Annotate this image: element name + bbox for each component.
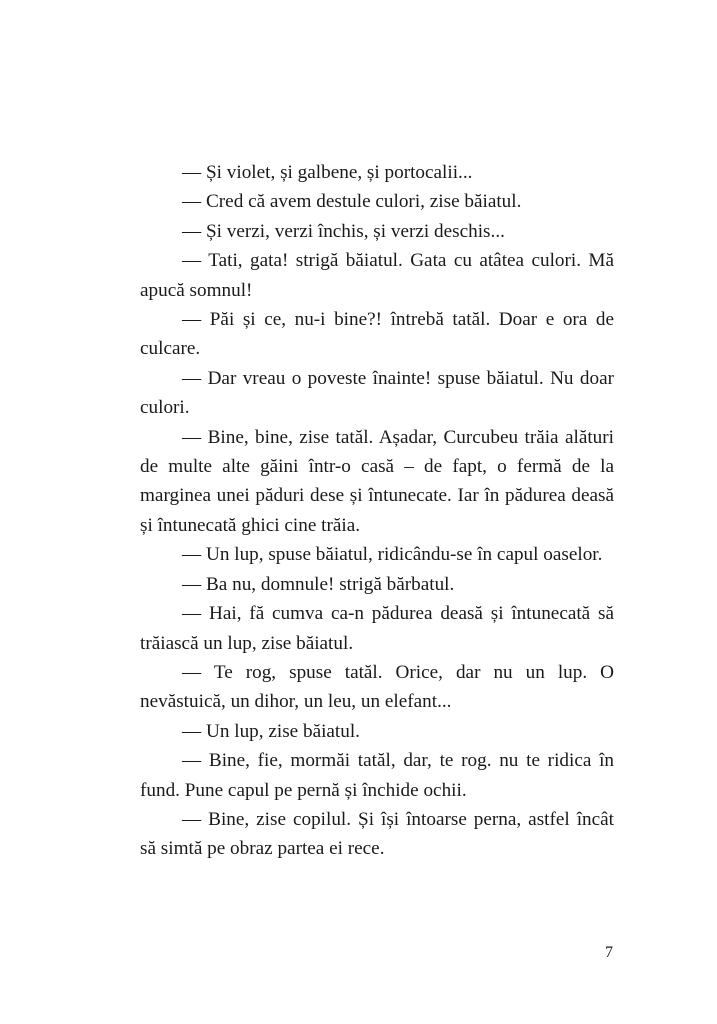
paragraph: — Un lup, spuse băiatul, ridicându-se în capul oaselor. [182,544,603,566]
paragraph: — Și verzi, verzi închis, și verzi deschis... [182,220,505,242]
paragraph: — Bine, zise copilul. Și își întoarse perna, astfel încât să simtă pe obraz partea ei rece. [140,808,614,860]
paragraph: — Ba nu, domnule! strigă bărbatul. [182,573,455,595]
paragraph: — Te rog, spuse tatăl. Orice, dar nu un lup. O nevăstuică, un dihor, un leu, un elefant... [140,661,614,713]
paragraph: — Un lup, zise băiatul. [182,720,360,742]
paragraph: — Cred că avem destule culori, zise băiatul. [182,191,522,213]
paragraph: — Și violet, și galbene, și portocalii... [182,162,473,183]
paragraph: — Dar vreau o poveste înainte! spuse băiatul. Nu doar culori. [140,367,614,419]
paragraph: — Păi și ce, nu-i bine?! întrebă tatăl. Doar e ora de culcare. [140,309,614,360]
page-number: 7 [605,944,613,961]
body-text [140,158,614,864]
paragraph: — Tati, gata! strigă băiatul. Gata cu atâtea culori. Mă apucă somnul! [140,250,614,301]
paragraph: — Hai, fă cumva ca-n pădurea deasă și întunecată să trăiască un lup, zise băiatul. [140,603,614,654]
paragraph: — Bine, fie, mormăi tatăl, dar, te rog. nu te ridica în fund. Pune capul pe pernă și închide ochii. [140,750,614,801]
paragraph: — Bine, bine, zise tatăl. Așadar, Curcubeu trăia alături de multe alte găini într-o casă – de fapt, o fermă de la marginea unei păduri dese și întunecate. Iar în pădurea deasă și întunecată ghici cine trăia. [140,426,614,536]
